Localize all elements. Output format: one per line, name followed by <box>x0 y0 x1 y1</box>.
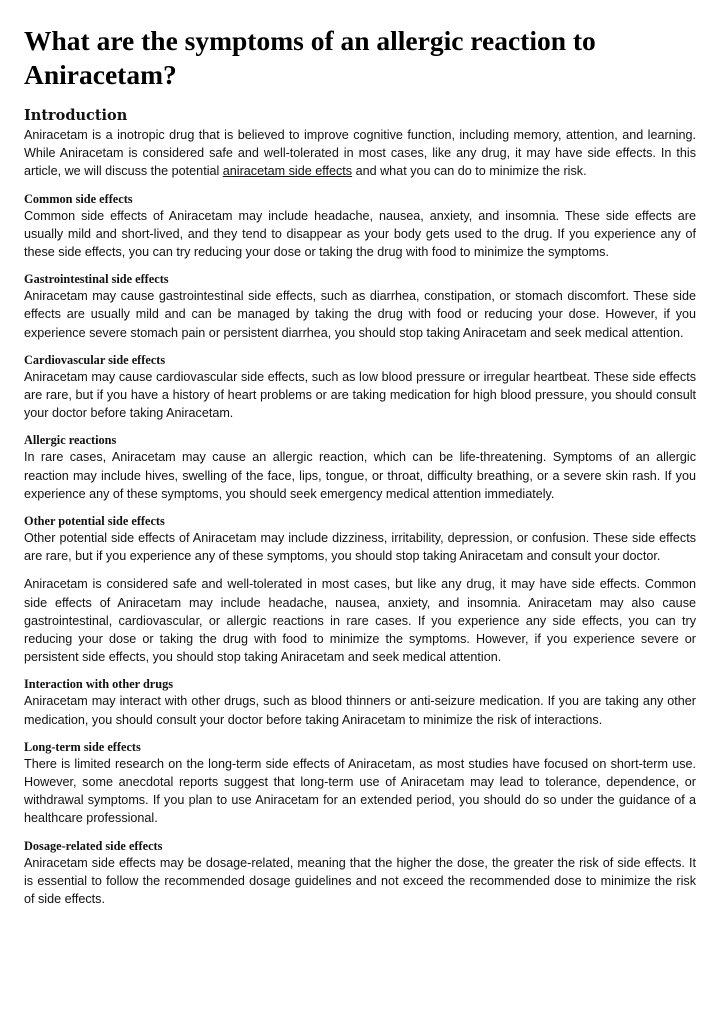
section-summary <box>24 575 696 666</box>
summary-paragraph: Aniracetam is considered safe and well-tolerated in most cases, but like any drug, it may have side effects. Common side effects of Aniracetam may include headache, nausea, anxiety, and insomnia. Aniracetam may also cause gastrointestinal, cardiovascular, or allergic reactions in rare cases. If you experience any side effects, you can try reducing your dose or taking the drug with food to minimize the symptoms. However, if you experience severe or persistent side effects, you should stop taking Aniracetam and seek medical attention. <box>24 577 696 665</box>
section-heading: Other potential side effects <box>24 514 165 529</box>
section-paragraph: Aniracetam may cause gastrointestinal side effects, such as diarrhea, constipation, or stomach discomfort. These side effects are usually mild and can be managed by taking the drug with food or reducing your dose. However, if you experience severe stomach pain or persistent diarrhea, you should stop taking Aniracetam and seek medical attention. <box>24 289 696 340</box>
section-heading: Common side effects <box>24 191 133 206</box>
intro-paragraph <box>24 126 696 181</box>
section-paragraph: Aniracetam may cause cardiovascular side effects, such as low blood pressure or irregular heartbeat. These side effects are rare, but if you have a history of heart problems or are taking medication for high blood pressure, you should consult your doctor before taking Aniracetam. <box>24 369 696 421</box>
section-paragraph: In rare cases, Aniracetam may cause an allergic reaction, which can be life-threatening. Symptoms of an allergic reaction may include hives, swelling of the face, lips, tongue, or throat, difficulty breathing, or a severe skin rash. If you experience any of these symptoms, you should seek emergency medical attention immediately. <box>24 450 696 501</box>
section-interaction-with-other-drugs <box>24 676 696 728</box>
section-heading: Allergic reactions <box>24 433 117 448</box>
section-dosage-related-side-effects <box>24 838 696 909</box>
section-cardiovascular-side-effects <box>24 352 696 423</box>
section-gastrointestinal-side-effects <box>24 271 696 342</box>
page-title: What are the symptoms of an allergic reaction to Aniracetam? <box>24 25 596 90</box>
section-heading: Cardiovascular side effects <box>24 352 166 367</box>
section-heading: Gastrointestinal side effects <box>24 272 169 287</box>
section-heading: Dosage-related side effects <box>24 838 163 853</box>
section-allergic-reactions <box>24 432 696 503</box>
section-paragraph: Other potential side effects of Aniracetam may include dizziness, irritability, depression, or confusion. These side effects are rare, but if you experience any of these symptoms, you should stop taking Aniracetam and consult your doctor. <box>24 531 696 564</box>
intro-heading: Introduction <box>24 107 128 124</box>
intro-text-before-link: Aniracetam is a inotropic drug that is believed to improve cognitive function, including memory, attention, and learning. While Aniracetam is considered safe and well-tolerated in most cases, like any drug, it may have side effects. In this article, we will discuss the potential <box>24 128 696 179</box>
section-other-potential-side-effects <box>24 513 696 565</box>
section-paragraph: Aniracetam side effects may be dosage-related, meaning that the higher the dose, the greater the risk of side effects. It is essential to follow the recommended dosage guidelines and not exceed the recommended dose to minimize the risk of side effects. <box>24 855 696 907</box>
section-heading: Interaction with other drugs <box>24 677 174 692</box>
section-paragraph: There is limited research on the long-term side effects of Aniracetam, as most studies have focused on short-term use. However, some anecdotal reports suggest that long-term use of Aniracetam may lead to tolerance, dependence, or withdrawal symptoms. If you plan to use Aniracetam for an extended period, you should do so under the guidance of a healthcare professional. <box>24 756 696 826</box>
section-paragraph: Common side effects of Aniracetam may include headache, nausea, anxiety, and insomnia. These side effects are usually mild and short-lived, and they tend to disappear as your body gets used to the drug. If you experience any of these side effects, you can try reducing your dose or taking the drug with food to minimize the symptoms. <box>24 208 696 260</box>
section-long-term-side-effects <box>24 739 696 828</box>
intro-text-after-link: and what you can do to minimize the risk. <box>352 164 587 179</box>
section-common-side-effects <box>24 191 696 262</box>
intro-section <box>24 106 696 181</box>
section-paragraph: Aniracetam may interact with other drugs, such as blood thinners or anti-seizure medication. If you are taking any other medication, you should consult your doctor before taking Aniracetam to minimize the risk of interactions. <box>24 694 696 727</box>
side-effects-link[interactable]: aniracetam side effects <box>222 164 353 179</box>
section-heading: Long-term side effects <box>24 739 141 754</box>
